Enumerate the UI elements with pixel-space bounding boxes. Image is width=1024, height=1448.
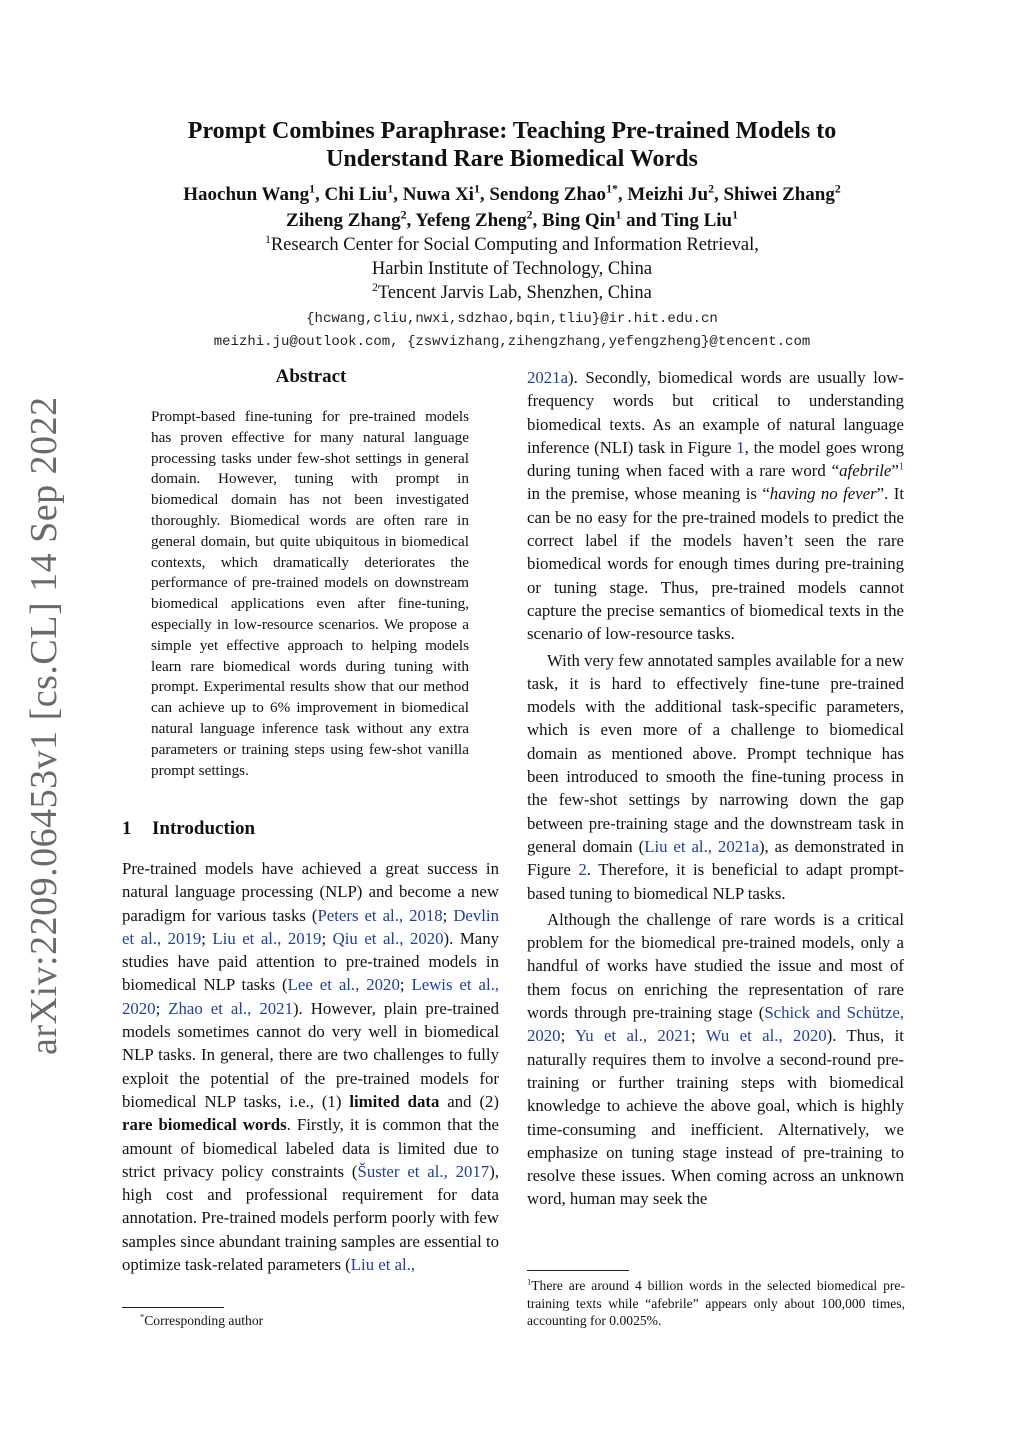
author-name: Meizhi Ju: [627, 184, 709, 205]
affiliation-mark: 1: [615, 208, 622, 222]
right-column-body: [527, 366, 904, 1211]
body-text: ;: [690, 1026, 706, 1046]
author-name: Chi Liu: [324, 184, 388, 205]
body-text: ;: [399, 975, 412, 995]
paragraph: [527, 649, 904, 905]
author-line-1: [100, 182, 924, 208]
body-text: ;: [442, 905, 454, 925]
footnote-mark: *: [140, 1311, 145, 1322]
body-text: . Firstly, it is common that the amount of biomedical labeled data is limited due to strict privacy policy constraints (: [122, 1115, 499, 1181]
author-separator: ,: [314, 184, 325, 205]
citation-link[interactable]: Qiu et al., 2020: [332, 928, 444, 948]
citation-link[interactable]: Liu et al.,: [350, 1255, 416, 1275]
citation-link[interactable]: Peters et al., 2018: [317, 905, 443, 925]
affiliation-mark: 1: [387, 182, 394, 196]
author-name: Sendong Zhao: [489, 184, 607, 205]
citation-link[interactable]: Devlin et al., 2019: [122, 905, 499, 948]
footnote-link[interactable]: 1: [898, 461, 904, 473]
author-separator: ,: [479, 184, 490, 205]
author-emails: [100, 308, 924, 354]
figure-link[interactable]: 2: [578, 860, 587, 880]
affiliation-mark: 2: [708, 182, 714, 196]
affiliation-mark: 1: [732, 208, 738, 222]
emphasis-text: limited data: [349, 1091, 440, 1111]
body-text: in the premise, whose meaning is “: [527, 484, 770, 504]
affiliation-mark: 1: [473, 182, 480, 196]
section-heading: [122, 818, 255, 840]
footnote-corresponding: [140, 1313, 263, 1329]
affiliation-mark: 2: [526, 208, 533, 222]
paragraph: [122, 857, 499, 1276]
author-name: Haochun Wang: [183, 184, 310, 205]
body-text: ), high cost and professional requirement for data annotation. Pre-trained models perform poorly with few samples since abundant training samples are essential to optimize task-related parameters (: [122, 1161, 500, 1275]
abstract-text: Prompt-based fine-tuning for pre-trained models has proven effective for many natural language processing tasks under few-shot settings in general domain. However, tuning with prompt in biomedical domain has not been investigated thoroughly. Biomedical words are often rare in general domain, but quite ubiquitous in biomedical contexts, which dramatically deteriorates the performance of pre-trained models on downstream biomedical applications even after fine-tuning, especially in low-resource scenarios. We propose a simple yet effective approach to helping models learn rare biomedical words during tuning with prompt. Experimental results show that our method can achieve up to 6% improvement in biomedical natural language inference task without any extra parameters or training steps using few-shot vanilla prompt settings.: [151, 408, 469, 779]
abstract-heading: Abstract: [275, 366, 347, 387]
author-name: Yefeng Zheng: [415, 210, 527, 231]
citation-link[interactable]: Liu et al., 2019: [212, 928, 322, 948]
footnote-text: Corresponding author: [144, 1313, 264, 1328]
affiliation-2: [100, 281, 924, 305]
body-text: ”. It can be no easy for the pre-trained models to predict the correct label if the models haven’t seen the rare biomedical words for enough times during pre-training or tuning stage. Thus, pre-trained models cannot capture the precise semantics of biomedical texts in the scenario of low-resource tasks.: [527, 484, 905, 644]
footnote-mark: 1: [527, 1276, 532, 1287]
citation-link[interactable]: Wu et al., 2020: [705, 1026, 827, 1046]
author-list: [100, 182, 924, 234]
author-name: Shiwei Zhang: [723, 184, 835, 205]
affiliation-1: [100, 233, 924, 257]
body-text: ). Secondly, biomedical words are usually low-frequency words but critical to understanding biomedical texts. As an example of natural language inference (NLI) task in Figure: [527, 368, 904, 457]
body-text: ). Thus, it naturally requires them to involve a second-round pre-training or further training steps with biomedical knowledge to achieve the above goal, which is highly time-consuming and inefficient. Alternatively, we emphasize on tuning stage instead of pre-training to resolve these issues. When coming across an unknown word, human may seek the: [527, 1026, 904, 1209]
paragraph: [527, 366, 904, 646]
affiliation-text: Research Center for Social Computing and Information Retrieval,: [270, 235, 759, 255]
author-name: Nuwa Xi: [402, 184, 474, 205]
affiliation-mark: 2: [834, 182, 841, 196]
paragraph: [527, 908, 904, 1211]
title-line-2: Understand Rare Biomedical Words: [326, 146, 698, 172]
italic-term: having no fever: [769, 484, 877, 504]
author-name: Ting Liu: [661, 210, 733, 231]
body-text: and (2): [439, 1091, 500, 1111]
section-title: Introduction: [152, 818, 256, 839]
body-text: With very few annotated samples available for a new task, it is hard to effectively fine-tune pre-trained models with the additional task-specific parameters, which is even more of a challenge to biomedical domain as mentioned above. Prompt technique has been introduced to smooth the fine-tuning process in the few-shot settings by narrowing down the gap between pre-training stage and the downstream task in general domain (: [527, 650, 904, 856]
affiliation-mark: 2: [400, 208, 407, 222]
figure-link[interactable]: 1: [736, 437, 745, 457]
body-text: ;: [155, 998, 169, 1018]
body-text: . Therefore, it is beneficial to adapt prompt-based tuning to biomedical NLP tasks.: [527, 860, 904, 903]
affiliation-mark: 2: [372, 281, 378, 294]
body-text: ”: [891, 461, 899, 481]
citation-link[interactable]: Šuster et al., 2017: [357, 1161, 490, 1181]
author-separator: ,: [617, 184, 628, 205]
citation-link[interactable]: Lee et al., 2020: [287, 975, 400, 995]
author-name: Bing Qin: [542, 210, 616, 231]
citation-link[interactable]: Zhao et al., 2021: [168, 998, 293, 1018]
body-text: ;: [560, 1026, 575, 1046]
author-separator: ,: [393, 184, 403, 205]
citation-link[interactable]: Schick and Schütze, 2020: [527, 1003, 904, 1046]
affiliation-mark: 1: [265, 233, 271, 246]
email-line-2: meizhi.ju@outlook.com, {zswvizhang,zihengzhang,yefengzheng}@tencent.com: [213, 334, 811, 350]
affiliation-mark: 1*: [606, 182, 618, 196]
affiliation-text: Tencent Jarvis Lab, Shenzhen, China: [377, 283, 652, 303]
footnote-text: There are around 4 billion words in the selected biomedical pre-training texts while “afebrile” appears only about 100,000 times, accounting for 0.0025%.: [527, 1278, 905, 1328]
affiliations: [100, 233, 924, 305]
author-line-2: [100, 208, 924, 234]
citation-link[interactable]: Lewis et al., 2020: [122, 975, 499, 1018]
paper-title: [100, 117, 924, 173]
left-column-body: [122, 857, 499, 1276]
body-text: Although the challenge of rare words is a critical problem for the biomedical pre-trained models, only a handful of works have studied the issue and most of them focus on enriching the representation of rare words through pre-training stage (: [527, 909, 904, 1023]
body-text: ;: [201, 928, 213, 948]
title-line-1: Prompt Combines Paraphrase: Teaching Pre-trained Models to: [187, 118, 837, 144]
body-text: , the model goes wrong during tuning when faced with a rare word “: [527, 437, 904, 481]
author-separator: ,: [406, 210, 416, 231]
affiliation-1-institute: Harbin Institute of Technology, China: [371, 259, 653, 279]
author-separator: ,: [532, 210, 543, 231]
author-separator: ,: [713, 184, 724, 205]
body-text: ;: [321, 928, 333, 948]
body-text: Pre-trained models have achieved a great success in natural language processing (NLP) and become a new paradigm for various tasks (: [122, 859, 499, 925]
footnote-1: [527, 1277, 905, 1330]
citation-link[interactable]: Liu et al., 2021a: [644, 836, 759, 856]
affiliation-mark: 1: [309, 182, 315, 196]
section-number: 1: [122, 818, 132, 839]
email-line-1: {hcwang,cliu,nwxi,sdzhao,bqin,tliu}@ir.hit.edu.cn: [306, 311, 718, 327]
author-name: Ziheng Zhang: [286, 210, 401, 231]
emphasis-text: rare biomedical words: [122, 1115, 287, 1135]
body-text: ). However, plain pre-trained models sometimes cannot do very well in biomedical NLP tasks. In general, there are two challenges to fully exploit the potential of the pre-trained models for biomedical NLP tasks, i.e., (1): [122, 998, 499, 1111]
citation-link[interactable]: 2021a: [527, 368, 569, 387]
footnote-rule: [122, 1307, 224, 1308]
body-text: ). Many studies have paid attention to pre-trained models in biomedical NLP tasks (: [122, 928, 499, 995]
citation-link[interactable]: Yu et al., 2021: [575, 1026, 691, 1046]
author-separator: and: [621, 210, 662, 231]
arxiv-identifier: arXiv:2209.06453v1 [cs.CL] 14 Sep 2022: [23, 396, 65, 1055]
italic-term: afebrile: [839, 461, 892, 481]
body-text: ), as demonstrated in Figure: [527, 836, 904, 880]
footnote-rule: [527, 1270, 629, 1271]
